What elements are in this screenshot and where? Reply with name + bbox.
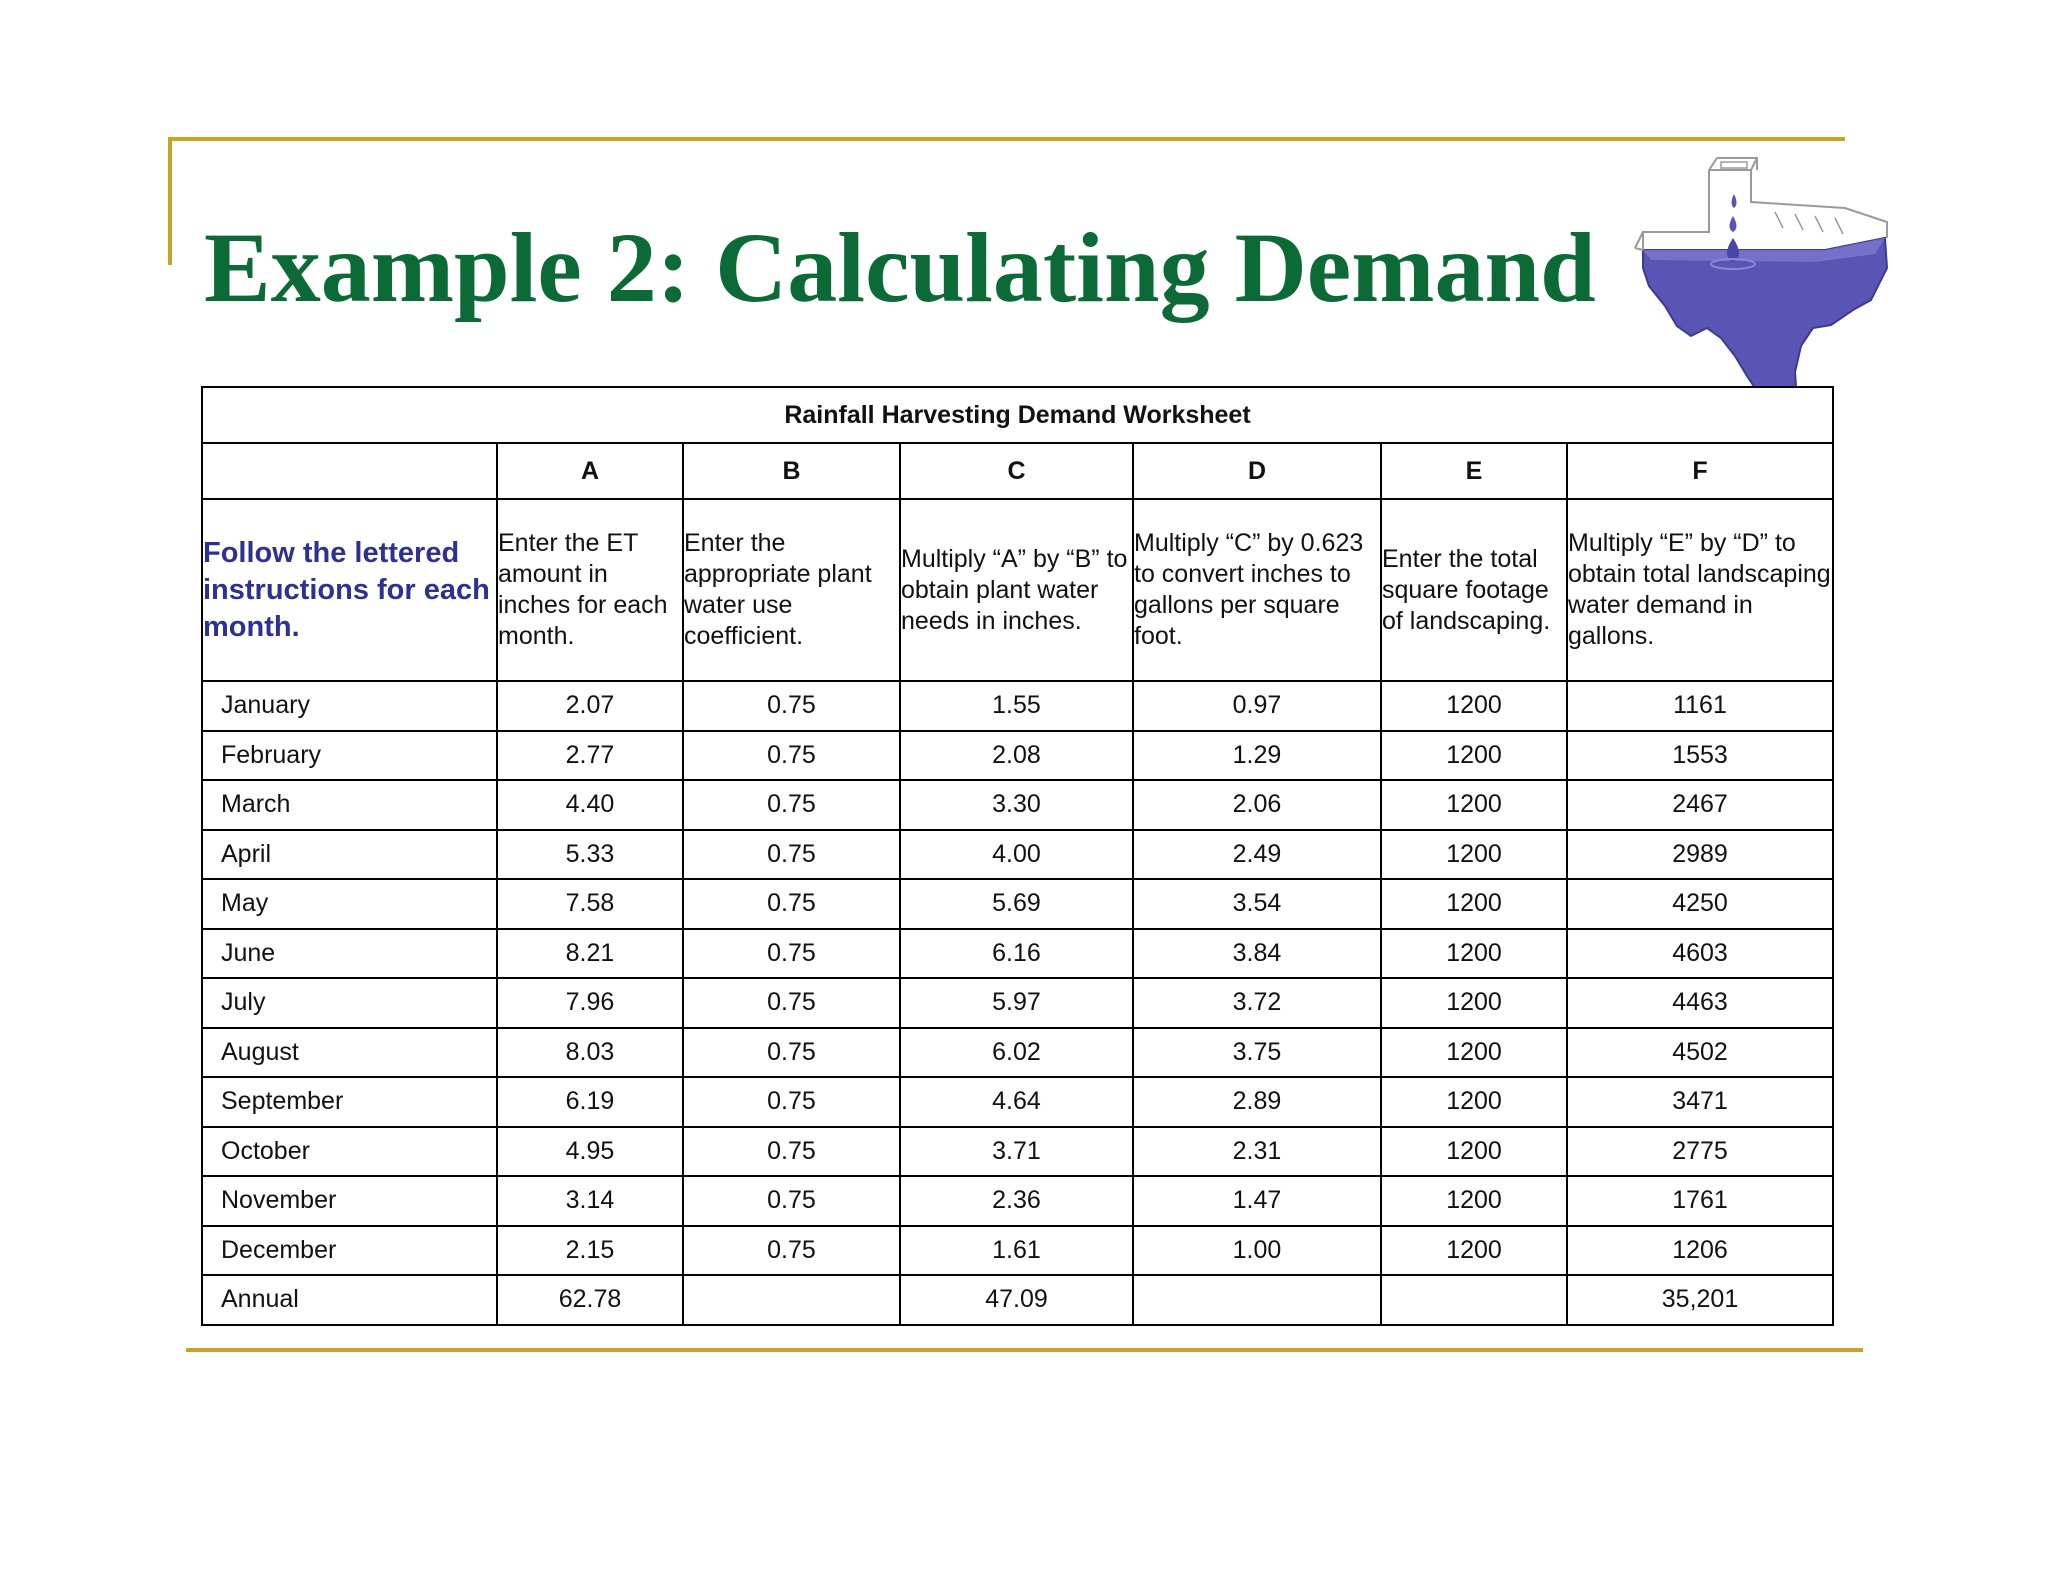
value-cell-c: 4.00 <box>900 830 1133 880</box>
value-cell-d: 2.49 <box>1133 830 1381 880</box>
value-cell-c: 4.64 <box>900 1077 1133 1127</box>
value-cell-f: 4250 <box>1567 879 1833 929</box>
texas-water-drop-icon <box>1625 150 1900 420</box>
value-cell-a: 3.14 <box>497 1176 683 1226</box>
table-row <box>202 1176 1833 1226</box>
value-cell-d: 1.29 <box>1133 731 1381 781</box>
value-cell-a: 62.78 <box>497 1275 683 1325</box>
column-header: A <box>497 443 683 499</box>
value-cell-f: 1206 <box>1567 1226 1833 1276</box>
value-cell-c: 6.02 <box>900 1028 1133 1078</box>
value-cell-e: 1200 <box>1381 879 1567 929</box>
table-row <box>202 929 1833 979</box>
value-cell-c: 3.30 <box>900 780 1133 830</box>
column-instruction: Multiply “E” by “D” to obtain total landscaping water demand in gallons. <box>1567 499 1833 681</box>
column-instruction: Enter the appropriate plant water use coefficient. <box>683 499 900 681</box>
table-row <box>202 879 1833 929</box>
value-cell-e: 1200 <box>1381 1127 1567 1177</box>
value-cell-b <box>683 1275 900 1325</box>
value-cell-b: 0.75 <box>683 681 900 731</box>
value-cell-a: 7.96 <box>497 978 683 1028</box>
value-cell-c: 47.09 <box>900 1275 1133 1325</box>
value-cell-e: 1200 <box>1381 731 1567 781</box>
value-cell-b: 0.75 <box>683 1127 900 1177</box>
value-cell-a: 2.77 <box>497 731 683 781</box>
value-cell-e: 1200 <box>1381 1028 1567 1078</box>
value-cell-a: 5.33 <box>497 830 683 880</box>
column-header: D <box>1133 443 1381 499</box>
column-instruction: Multiply “A” by “B” to obtain plant water needs in inches. <box>900 499 1133 681</box>
value-cell-b: 0.75 <box>683 830 900 880</box>
value-cell-d: 0.97 <box>1133 681 1381 731</box>
value-cell-d <box>1133 1275 1381 1325</box>
month-cell: February <box>202 731 497 781</box>
column-header: E <box>1381 443 1567 499</box>
value-cell-e: 1200 <box>1381 1226 1567 1276</box>
table-row <box>202 731 1833 781</box>
table-row <box>202 1077 1833 1127</box>
worksheet-title: Rainfall Harvesting Demand Worksheet <box>202 387 1833 443</box>
month-cell: August <box>202 1028 497 1078</box>
table-row <box>202 830 1833 880</box>
table-row <box>202 1028 1833 1078</box>
demand-worksheet-table <box>201 386 1834 1326</box>
month-cell: April <box>202 830 497 880</box>
month-cell: October <box>202 1127 497 1177</box>
value-cell-c: 2.08 <box>900 731 1133 781</box>
left-rule <box>168 137 172 265</box>
table-row <box>202 1226 1833 1276</box>
value-cell-b: 0.75 <box>683 1077 900 1127</box>
value-cell-e: 1200 <box>1381 780 1567 830</box>
value-cell-b: 0.75 <box>683 929 900 979</box>
value-cell-a: 4.95 <box>497 1127 683 1177</box>
value-cell-e: 1200 <box>1381 978 1567 1028</box>
value-cell-d: 2.89 <box>1133 1077 1381 1127</box>
value-cell-e: 1200 <box>1381 681 1567 731</box>
value-cell-b: 0.75 <box>683 780 900 830</box>
value-cell-b: 0.75 <box>683 879 900 929</box>
value-cell-a: 8.03 <box>497 1028 683 1078</box>
month-cell: March <box>202 780 497 830</box>
column-header: C <box>900 443 1133 499</box>
value-cell-a: 8.21 <box>497 929 683 979</box>
worksheet-body <box>202 681 1833 1325</box>
column-instruction: Multiply “C” by 0.623 to convert inches to gallons per square foot. <box>1133 499 1381 681</box>
value-cell-c: 5.97 <box>900 978 1133 1028</box>
column-header: F <box>1567 443 1833 499</box>
value-cell-d: 3.54 <box>1133 879 1381 929</box>
value-cell-d: 1.47 <box>1133 1176 1381 1226</box>
value-cell-f: 3471 <box>1567 1077 1833 1127</box>
column-instruction: Enter the ET amount in inches for each month. <box>497 499 683 681</box>
value-cell-c: 5.69 <box>900 879 1133 929</box>
value-cell-f: 2989 <box>1567 830 1833 880</box>
value-cell-e: 1200 <box>1381 929 1567 979</box>
month-cell: November <box>202 1176 497 1226</box>
month-cell: September <box>202 1077 497 1127</box>
value-cell-d: 3.84 <box>1133 929 1381 979</box>
value-cell-d: 3.75 <box>1133 1028 1381 1078</box>
value-cell-f: 4463 <box>1567 978 1833 1028</box>
month-cell: December <box>202 1226 497 1276</box>
value-cell-a: 2.07 <box>497 681 683 731</box>
value-cell-f: 4603 <box>1567 929 1833 979</box>
value-cell-d: 2.31 <box>1133 1127 1381 1177</box>
month-cell: January <box>202 681 497 731</box>
value-cell-a: 6.19 <box>497 1077 683 1127</box>
table-row <box>202 978 1833 1028</box>
page-title: Example 2: Calculating Demand <box>204 212 1596 323</box>
value-cell-b: 0.75 <box>683 731 900 781</box>
table-row <box>202 1127 1833 1177</box>
value-cell-c: 2.36 <box>900 1176 1133 1226</box>
month-cell: June <box>202 929 497 979</box>
value-cell-e: 1200 <box>1381 1077 1567 1127</box>
value-cell-f: 35,201 <box>1567 1275 1833 1325</box>
value-cell-d: 2.06 <box>1133 780 1381 830</box>
table-row <box>202 1275 1833 1325</box>
value-cell-f: 1761 <box>1567 1176 1833 1226</box>
value-cell-a: 4.40 <box>497 780 683 830</box>
value-cell-f: 2775 <box>1567 1127 1833 1177</box>
month-cell: July <box>202 978 497 1028</box>
value-cell-f: 1553 <box>1567 731 1833 781</box>
value-cell-c: 1.61 <box>900 1226 1133 1276</box>
value-cell-b: 0.75 <box>683 1176 900 1226</box>
value-cell-e: 1200 <box>1381 1176 1567 1226</box>
corner-cell <box>202 443 497 499</box>
value-cell-b: 0.75 <box>683 1028 900 1078</box>
value-cell-e: 1200 <box>1381 830 1567 880</box>
table-row <box>202 780 1833 830</box>
value-cell-c: 6.16 <box>900 929 1133 979</box>
value-cell-e <box>1381 1275 1567 1325</box>
value-cell-f: 4502 <box>1567 1028 1833 1078</box>
bottom-rule <box>186 1348 1863 1352</box>
top-rule <box>168 137 1845 141</box>
month-cell: Annual <box>202 1275 497 1325</box>
value-cell-d: 1.00 <box>1133 1226 1381 1276</box>
value-cell-a: 7.58 <box>497 879 683 929</box>
instructions-intro: Follow the lettered instructions for each month. <box>202 499 497 681</box>
value-cell-c: 3.71 <box>900 1127 1133 1177</box>
column-instruction: Enter the total square footage of landscaping. <box>1381 499 1567 681</box>
value-cell-d: 3.72 <box>1133 978 1381 1028</box>
table-row <box>202 681 1833 731</box>
value-cell-c: 1.55 <box>900 681 1133 731</box>
value-cell-a: 2.15 <box>497 1226 683 1276</box>
column-header: B <box>683 443 900 499</box>
value-cell-b: 0.75 <box>683 978 900 1028</box>
value-cell-f: 2467 <box>1567 780 1833 830</box>
value-cell-b: 0.75 <box>683 1226 900 1276</box>
value-cell-f: 1161 <box>1567 681 1833 731</box>
month-cell: May <box>202 879 497 929</box>
